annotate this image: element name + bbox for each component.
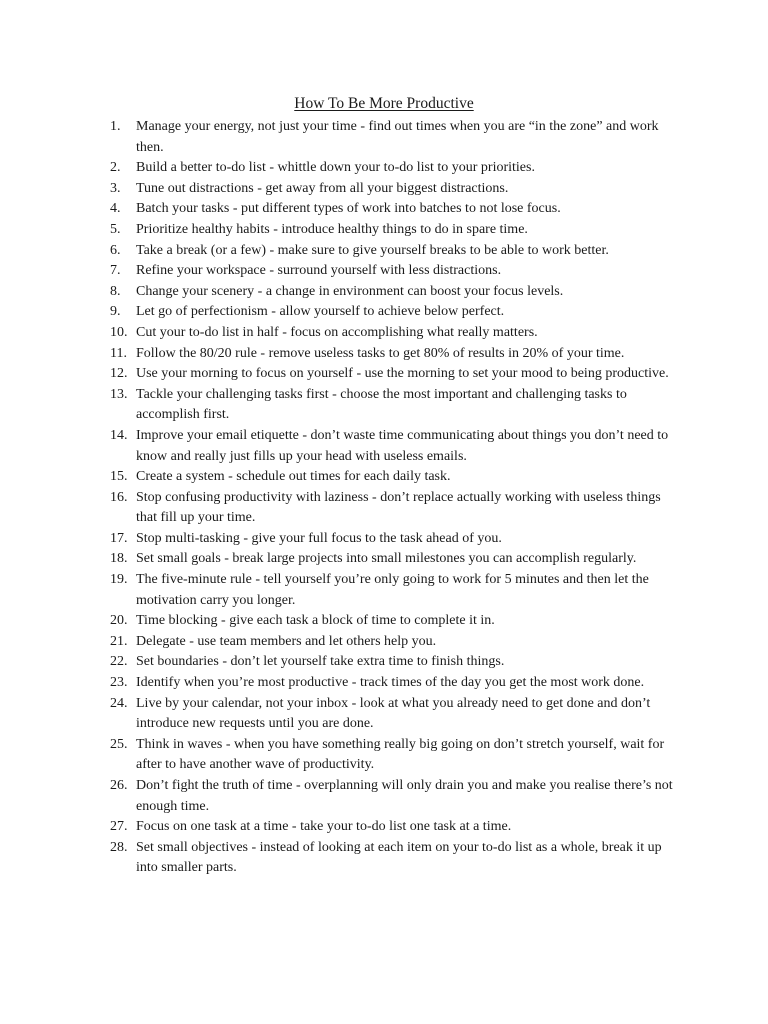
list-item-number: 22. [110,654,128,670]
list-item-number: 7. [110,263,121,279]
list-item [110,673,680,694]
list-item [110,776,680,817]
list-item [110,364,680,385]
list-item-number: 20. [110,613,128,629]
list-item-number: 16. [110,489,128,505]
list-item [110,158,680,179]
list-item-text: Improve your email etiquette - don’t waste time communicating about things you don’t need to know and really just fills up your head with useless emails. [136,427,669,464]
list-item-text: Follow the 80/20 rule - remove useless tasks to get 80% of results in 20% of your time. [136,345,625,361]
list-item-number: 21. [110,633,128,649]
list-item-text: The five-minute rule - tell yourself you’re only going to work for 5 minutes and then let the motivation carry you longer. [136,572,649,608]
list-item-text: Cut your to-do list in half - focus on accomplishing what really matters. [136,324,538,340]
list-item-text: Take a break (or a few) - make sure to give yourself breaks to be able to work better. [136,242,609,258]
list-item-text: Set small objectives - instead of looking at each item on your to-do list as a whole, break it up into smaller parts. [136,839,662,876]
list-item-text: Set boundaries - don’t let yourself take extra time to finish things. [136,654,505,670]
list-item-number: 17. [110,530,128,546]
list-item-number: 13. [110,386,128,402]
list-item-number: 28. [110,839,128,855]
list-item [110,199,680,220]
list-item [110,570,680,611]
list-item-text: Stop confusing productivity with laziness - don’t replace actually working with useless things that fill up your time. [136,489,661,526]
list-item [110,117,680,158]
list-item [110,282,680,303]
list-item-number: 26. [110,778,128,793]
list-item [110,426,680,467]
list-item [110,735,680,776]
list-item-text: Stop multi-tasking - give your full focus to the task ahead of you. [136,530,502,546]
list-item [110,694,680,735]
list-item [110,179,680,200]
list-item [110,817,680,838]
list-item [110,632,680,653]
list-item-number: 1. [110,119,121,134]
list-item-number: 18. [110,551,128,567]
list-item-text: Set small goals - break large projects into small milestones you can accomplish regularly. [136,551,637,567]
list-item [110,488,680,529]
list-item-text: Change your scenery - a change in environment can boost your focus levels. [136,283,564,299]
list-item-text: Batch your tasks - put different types of work into batches to not lose focus. [136,201,561,217]
list-item-text: Think in waves - when you have something really big going on don’t stretch yourself, wait for after to have another wave of productivity. [136,736,665,773]
list-item [110,344,680,365]
list-item-text: Refine your workspace - surround yourself with less distractions. [136,263,502,279]
list-item [110,241,680,262]
document-title [0,94,768,114]
list-item-text: Time blocking - give each task a block of time to complete it in. [136,613,495,629]
list-item [110,838,680,879]
list-item-text: Identify when you’re most productive - track times of the day you get the most work done. [136,675,645,691]
list-item-number: 23. [110,675,128,691]
list-item-text: Use your morning to focus on yourself - use the morning to set your mood to being productive. [136,366,669,382]
list-item-number: 15. [110,469,128,485]
title-text: How To Be More Productive [294,95,474,112]
list-item [110,529,680,550]
list-item-number: 10. [110,324,128,340]
productivity-list [110,117,680,879]
list-item-number: 27. [110,819,128,835]
list-item [110,220,680,241]
list-item-number: 8. [110,283,121,299]
list-item-text: Create a system - schedule out times for each daily task. [136,469,451,485]
list-item [110,261,680,282]
list-item [110,549,680,570]
list-item [110,652,680,673]
list-item-number: 3. [110,180,121,196]
list-item-text: Let go of perfectionism - allow yourself to achieve below perfect. [136,304,505,320]
list-item-text: Delegate - use team members and let others help you. [136,633,437,649]
list-item-number: 6. [110,242,121,258]
list-item [110,302,680,323]
list-item [110,323,680,344]
list-item-number: 5. [110,221,121,237]
list-item-number: 24. [110,695,128,711]
list-item-text: Don’t fight the truth of time - overplanning will only drain you and make you realise there’s not enough time. [136,778,673,814]
list-item-text: Tune out distractions - get away from all your biggest distractions. [136,180,509,196]
list-item-number: 12. [110,366,128,382]
list-item-number: 25. [110,736,128,752]
list-item [110,385,680,426]
list-item-number: 4. [110,201,121,217]
list-item-text: Build a better to-do list - whittle down your to-do list to your priorities. [136,160,535,176]
list-item-text: Live by your calendar, not your inbox - look at what you already need to get done and don’t introduce new requests until you are done. [136,695,651,732]
list-item-text: Manage your energy, not just your time - find out times when you are “in the zone” and work then. [136,119,659,155]
list-item-number: 9. [110,304,121,320]
list-item-number: 2. [110,160,121,176]
list-item-number: 11. [110,345,127,361]
list-item-number: 14. [110,427,128,443]
list-item-text: Focus on one task at a time - take your to-do list one task at a time. [136,819,512,835]
list-item-number: 19. [110,572,128,588]
list-item [110,467,680,488]
list-item-text: Prioritize healthy habits - introduce healthy things to do in spare time. [136,221,528,237]
list-item-text: Tackle your challenging tasks first - choose the most important and challenging tasks to accomplish first. [136,386,627,423]
list-item [110,611,680,632]
